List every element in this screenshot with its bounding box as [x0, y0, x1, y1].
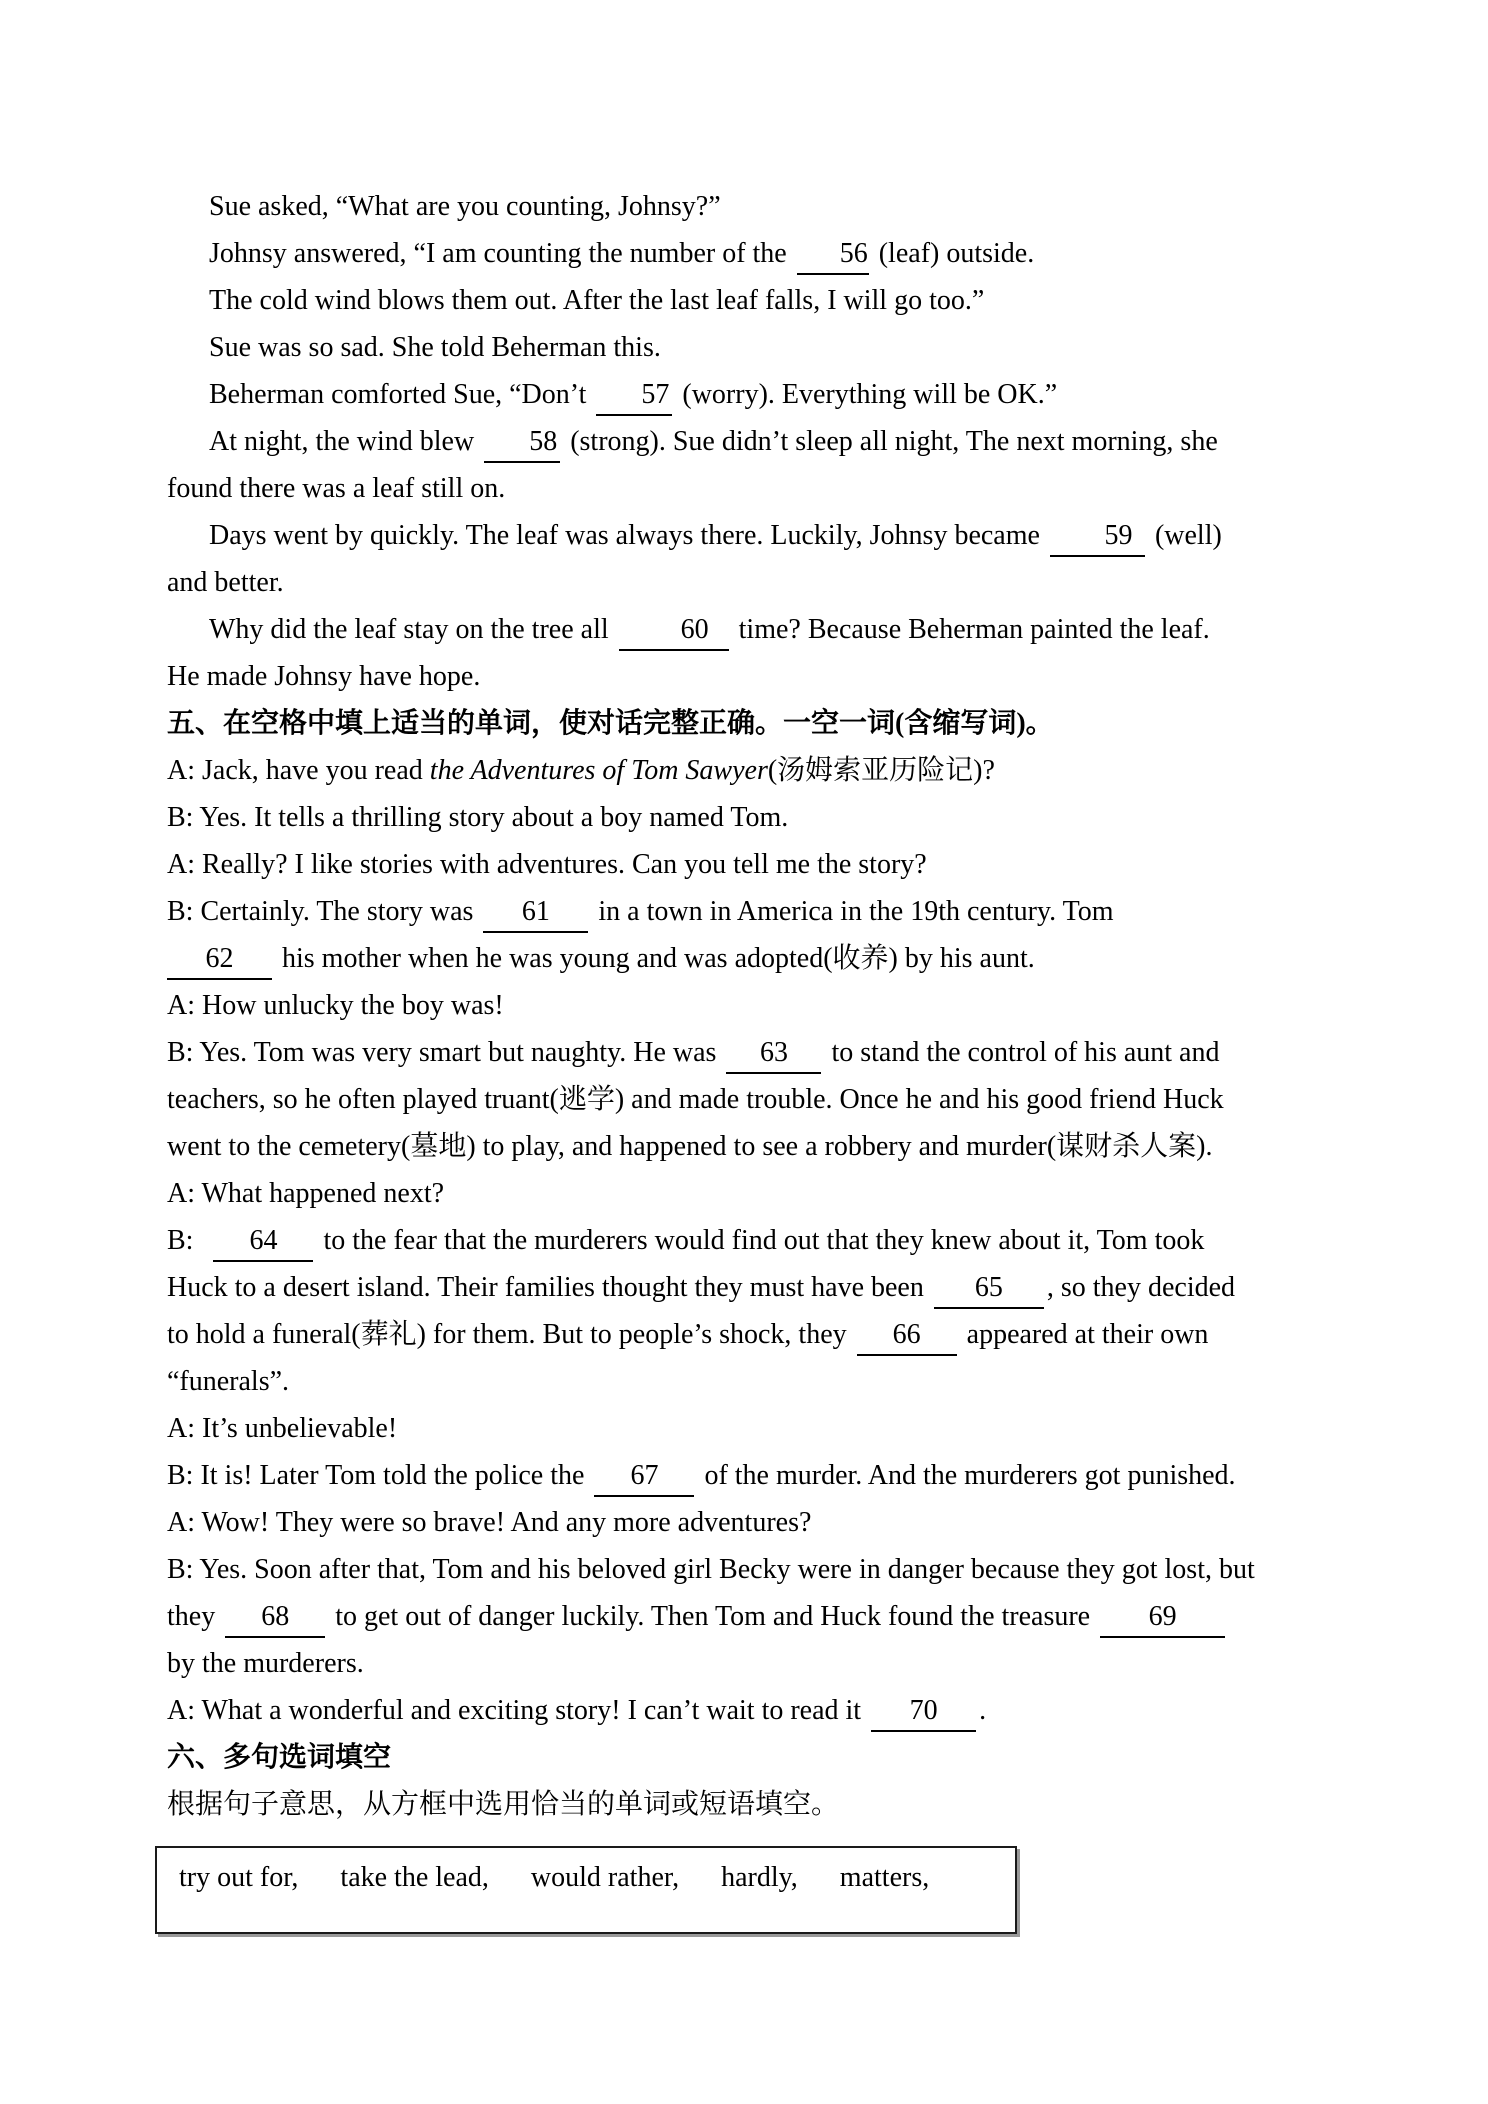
dialogue-text: A: Really? I like stories with adventures. Can you tell me the story? — [167, 849, 927, 880]
book-title: the Adventures of Tom Sawyer — [429, 755, 768, 786]
blank-65: 65 — [934, 1271, 1044, 1309]
story-line — [167, 230, 1358, 277]
dialogue-text: (汤姆索亚历险记)? — [767, 755, 995, 786]
dialogue-line — [167, 1593, 1358, 1640]
story-line — [167, 512, 1358, 559]
story-text: Days went by quickly. The leaf was always there. Luckily, Johnsy became — [209, 520, 1047, 551]
story-line — [167, 418, 1358, 465]
blank-56: 56 — [797, 237, 869, 275]
blank-67: 67 — [594, 1459, 694, 1497]
dialogue-line — [167, 1640, 1358, 1687]
dialogue-line — [167, 888, 1358, 935]
dialogue-text: appeared at their own — [959, 1319, 1209, 1350]
dialogue-text: A: Jack, have you read — [167, 755, 430, 786]
story-line — [167, 183, 1358, 230]
blank-59: 59 — [1050, 519, 1145, 557]
story-text: At night, the wind blew — [209, 426, 482, 457]
blank-60: 60 — [619, 613, 729, 651]
dialogue-text: in a town in America in the 19th century. Tom — [591, 896, 1114, 927]
dialogue-text: to stand the control of his aunt and — [824, 1037, 1220, 1068]
blank-63: 63 — [726, 1036, 821, 1074]
story-line — [167, 606, 1358, 653]
word-bank-item: try out for, — [179, 1862, 299, 1893]
dialogue-text: B: It is! Later Tom told the police the — [167, 1460, 592, 1491]
story-text: Sue was so sad. She told Beherman this. — [209, 332, 661, 363]
dialogue-line — [167, 1687, 1358, 1734]
dialogue-text: to hold a funeral(葬礼) for them. But to people’s shock, they — [167, 1319, 854, 1350]
dialogue-text: to the fear that the murderers would find out that they knew about it, Tom took — [316, 1225, 1205, 1256]
dialogue-line — [167, 1123, 1358, 1170]
dialogue-line — [167, 1452, 1358, 1499]
word-bank-item: would rather, — [530, 1862, 680, 1893]
blank-64: 64 — [213, 1224, 313, 1262]
blank-68: 68 — [225, 1600, 325, 1638]
dialogue-text: A: What happened next? — [167, 1178, 445, 1209]
dialogue-line — [167, 747, 1358, 794]
word-bank-box — [155, 1846, 1017, 1934]
story-text: Beherman comforted Sue, “Don’t — [209, 379, 594, 410]
dialogue-text: B: Yes. Soon after that, Tom and his beloved girl Becky were in danger because they got lost, but — [167, 1554, 1255, 1585]
blank-69: 69 — [1100, 1600, 1225, 1638]
story-line — [167, 559, 1358, 606]
dialogue-text: . — [979, 1695, 987, 1726]
dialogue-text: B: Yes. It tells a thrilling story about a boy named Tom. — [167, 802, 789, 833]
story-line — [167, 277, 1358, 324]
story-line — [167, 465, 1358, 512]
section6-instruction: 根据句子意思，从方框中选用恰当的单词或短语填空。 — [167, 1789, 840, 1820]
dialogue-text: A: It’s unbelievable! — [167, 1413, 398, 1444]
dialogue-text: B: Yes. Tom was very smart but naughty. He was — [167, 1037, 724, 1068]
dialogue-text: Huck to a desert island. Their families thought they must have been — [167, 1272, 931, 1303]
blank-57: 57 — [596, 378, 672, 416]
dialogue-text: A: How unlucky the boy was! — [167, 990, 504, 1021]
dialogue-line — [167, 1029, 1358, 1076]
dialogue-text: teachers, so he often played truant(逃学) and made trouble. Once he and his good friend Huck — [167, 1084, 1224, 1115]
dialogue-text: by the murderers. — [167, 1648, 364, 1679]
dialogue-line — [167, 935, 1358, 982]
dialogue-text: A: Wow! They were so brave! And any more adventures? — [167, 1507, 812, 1538]
dialogue-line — [167, 1546, 1358, 1593]
dialogue-text: of the murder. And the murderers got punished. — [697, 1460, 1236, 1491]
dialogue-line — [167, 1405, 1358, 1452]
story-text: (strong). Sue didn’t sleep all night, The next morning, she — [563, 426, 1218, 457]
story-line — [167, 371, 1358, 418]
story-text: time? Because Beherman painted the leaf. — [731, 614, 1210, 645]
dialogue-text: , so they decided — [1046, 1272, 1236, 1303]
story-text: (well) — [1147, 520, 1222, 551]
dialogue-line — [167, 1170, 1358, 1217]
dialogue-text: A: What a wonderful and exciting story! I can’t wait to read it — [167, 1695, 869, 1726]
dialogue-line — [167, 1217, 1358, 1264]
dialogue-line — [167, 794, 1358, 841]
dialogue-line — [167, 1311, 1358, 1358]
dialogue-text: went to the cemetery(墓地) to play, and happened to see a robbery and murder(谋财杀人案). — [167, 1131, 1213, 1162]
dialogue-text: B: — [167, 1225, 194, 1256]
story-text: found there was a leaf still on. — [167, 473, 506, 504]
blank-62: 62 — [167, 942, 272, 980]
dialogue-text: they — [167, 1601, 223, 1632]
blank-70: 70 — [871, 1694, 976, 1732]
blank-61: 61 — [483, 895, 588, 933]
dialogue-line — [167, 1358, 1358, 1405]
story-text: (leaf) outside. — [871, 238, 1035, 269]
story-text: and better. — [167, 567, 284, 598]
dialogue-line — [167, 1264, 1358, 1311]
word-bank-item: matters, — [839, 1862, 930, 1893]
dialogue-line — [167, 1499, 1358, 1546]
story-line — [167, 324, 1358, 371]
dialogue-line — [167, 982, 1358, 1029]
story-text: Sue asked, “What are you counting, Johnsy?” — [209, 191, 721, 222]
blank-58: 58 — [484, 425, 560, 463]
word-bank-item: take the lead, — [340, 1862, 489, 1893]
story-text: Johnsy answered, “I am counting the number of the — [209, 238, 794, 269]
section6-heading: 六、多句选词填空 — [167, 1742, 392, 1773]
story-text: He made Johnsy have hope. — [167, 661, 481, 692]
story-text: Why did the leaf stay on the tree all — [209, 614, 616, 645]
word-bank-item: hardly, — [721, 1862, 798, 1893]
story-text: (worry). Everything will be OK.” — [675, 379, 1058, 410]
dialogue-text: his mother when he was young and was adopted(收养) by his aunt. — [275, 943, 1035, 974]
blank-66: 66 — [857, 1318, 957, 1356]
dialogue-text: B: Certainly. The story was — [167, 896, 481, 927]
dialogue-line — [167, 841, 1358, 888]
dialogue-line — [167, 1076, 1358, 1123]
story-text: The cold wind blows them out. After the last leaf falls, I will go too.” — [209, 285, 985, 316]
dialogue-text: “funerals”. — [167, 1366, 290, 1397]
section5-heading: 五、在空格中填上适当的单词，使对话完整正确。一空一词(含缩写词)。 — [167, 708, 1054, 739]
dialogue-text: to get out of danger luckily. Then Tom and Huck found the treasure — [328, 1601, 1098, 1632]
story-line — [167, 653, 1358, 700]
